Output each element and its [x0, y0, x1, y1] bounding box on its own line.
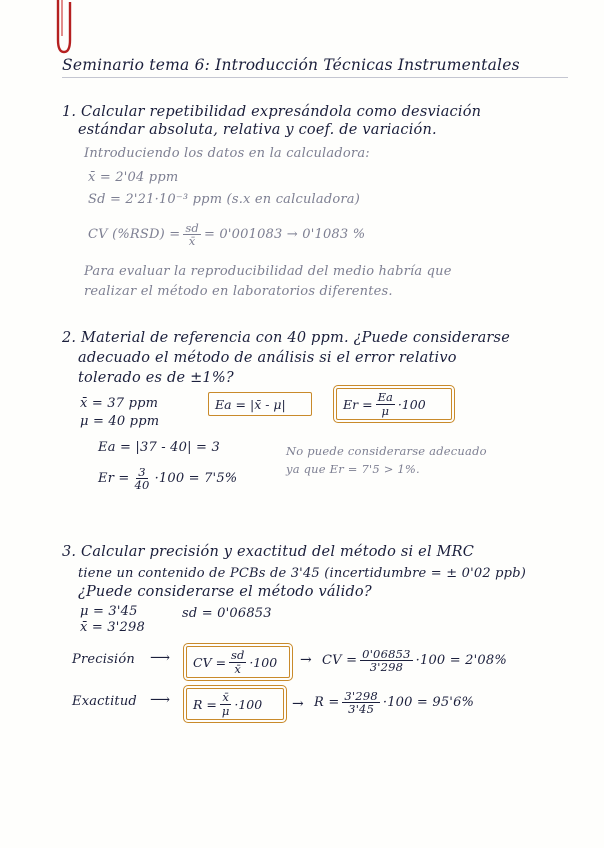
q1-sd: Sd = 2'21·10⁻³ ppm (s.x en calculadora) — [88, 192, 361, 207]
q3-mean: x̄ = 3'298 — [80, 620, 145, 635]
q3-statement-line2: tiene un contenido de PCBs de 3'45 (incertidumbre = ± 0'02 ppb) — [78, 566, 526, 581]
q3-r-box-rhs: ·100 — [234, 696, 263, 712]
title-underline — [62, 77, 568, 78]
q2-er-box-den: μ — [381, 403, 389, 418]
q3-cv-box-den: x̄ — [234, 661, 241, 676]
q2-statement-line2: adecuado el método de análisis si el error relativo — [78, 350, 457, 366]
q3-r-lhs: R = — [314, 695, 340, 711]
q3-cv-calculation — [322, 648, 507, 673]
q2-er-box-num: Ea — [377, 390, 393, 405]
q1-cv-num: sd — [185, 221, 199, 235]
q3-cv-rhs: ·100 = 2'08% — [415, 653, 507, 669]
q3-statement-line3: ¿Puede considerarse el método válido? — [78, 584, 372, 600]
q3-cv-box-rhs: ·100 — [249, 654, 278, 670]
q3-cv-lhs: CV = — [322, 653, 358, 669]
q1-note: Introduciendo los datos en la calculadora: — [84, 146, 370, 161]
right-arrow-icon: → — [292, 696, 304, 712]
q1-statement-line2: estándar absoluta, relativa y coef. de variación. — [78, 122, 437, 138]
q2-er-rhs: ·100 = 7'5% — [154, 471, 238, 487]
q1-mean: x̄ = 2'04 ppm — [88, 170, 179, 185]
q3-r-rhs: ·100 = 95'6% — [382, 695, 475, 711]
q1-cv-lhs: CV (%RSD) = — [88, 227, 181, 243]
q3-cv-num: 0'06853 — [362, 647, 411, 661]
q3-precision-label: Precisión — [72, 652, 135, 667]
page-title: Seminario tema 6: Introducción Técnicas Instrumentales — [62, 56, 520, 74]
q2-er-lhs: Er = — [98, 471, 130, 487]
q2-er-box-fraction — [376, 391, 395, 416]
q3-r-fraction — [342, 690, 379, 715]
q3-cv-formula-box — [186, 646, 290, 678]
q3-r-formula-box — [186, 688, 284, 720]
q2-ea-formula: Ea = |x̄ - μ| — [215, 396, 286, 412]
q2-er-den: 40 — [134, 478, 150, 493]
q2-ea-calculation: Ea = |37 - 40| = 3 — [98, 440, 220, 455]
q3-sd: sd = 0'06853 — [182, 606, 272, 621]
q2-ea-formula-box — [208, 392, 312, 416]
q2-er-fraction — [133, 466, 152, 491]
q3-r-den: 3'45 — [348, 702, 375, 717]
q3-r-box-fraction — [220, 691, 231, 716]
q2-statement-line3: tolerado es de ±1%? — [78, 370, 234, 386]
q1-footnote-line2: realizar el método en laboratorios diferentes. — [84, 284, 393, 299]
q2-conclusion-line2: ya que Er = 7'5 > 1%. — [286, 462, 420, 476]
q1-cv-formula — [88, 222, 365, 247]
q3-cv-box-lhs: CV = — [193, 654, 227, 670]
q2-er-formula-box — [336, 388, 452, 420]
q3-cv-box-fraction — [229, 649, 246, 674]
q3-r-num: 3'298 — [344, 689, 378, 703]
right-arrow-icon: ⟶ — [150, 650, 171, 666]
q3-accuracy-label: Exactitud — [72, 694, 137, 709]
q2-conclusion-line1: No puede considerarse adecuado — [286, 444, 487, 458]
q2-er-box-lhs: Er = — [343, 396, 373, 412]
q2-er-num: 3 — [138, 465, 146, 479]
q2-er-box-rhs: ·100 — [397, 396, 426, 412]
paper-clip-icon — [52, 0, 74, 58]
right-arrow-icon: → — [300, 652, 312, 668]
q2-er-calculation — [98, 466, 237, 491]
q1-statement-line1: 1. Calcular repetibilidad expresándola como desviación — [62, 104, 482, 120]
q2-mean: x̄ = 37 ppm — [80, 396, 159, 411]
q2-mu: μ = 40 ppm — [80, 414, 160, 429]
q2-statement-line1: 2. Material de referencia con 40 ppm. ¿Puede considerarse — [62, 330, 510, 346]
right-arrow-icon: ⟶ — [150, 692, 171, 708]
q1-cv-fraction — [183, 222, 201, 247]
q3-cv-fraction — [360, 648, 412, 673]
q3-cv-box-num: sd — [231, 648, 245, 663]
q3-r-calculation — [314, 690, 474, 715]
q3-r-box-lhs: R = — [193, 696, 217, 712]
q1-cv-rhs: = 0'001083 → 0'1083 % — [203, 227, 366, 243]
q3-r-box-den: μ — [221, 703, 230, 718]
q1-cv-den: x̄ — [188, 234, 196, 249]
q3-mu: μ = 3'45 — [80, 604, 138, 619]
q3-cv-den: 3'298 — [369, 660, 404, 675]
q3-r-box-num: x̄ — [222, 690, 229, 705]
q3-statement-line1: 3. Calcular precisión y exactitud del método si el MRC — [62, 544, 475, 560]
q1-footnote-line1: Para evaluar la reproducibilidad del medio habría que — [84, 264, 452, 279]
